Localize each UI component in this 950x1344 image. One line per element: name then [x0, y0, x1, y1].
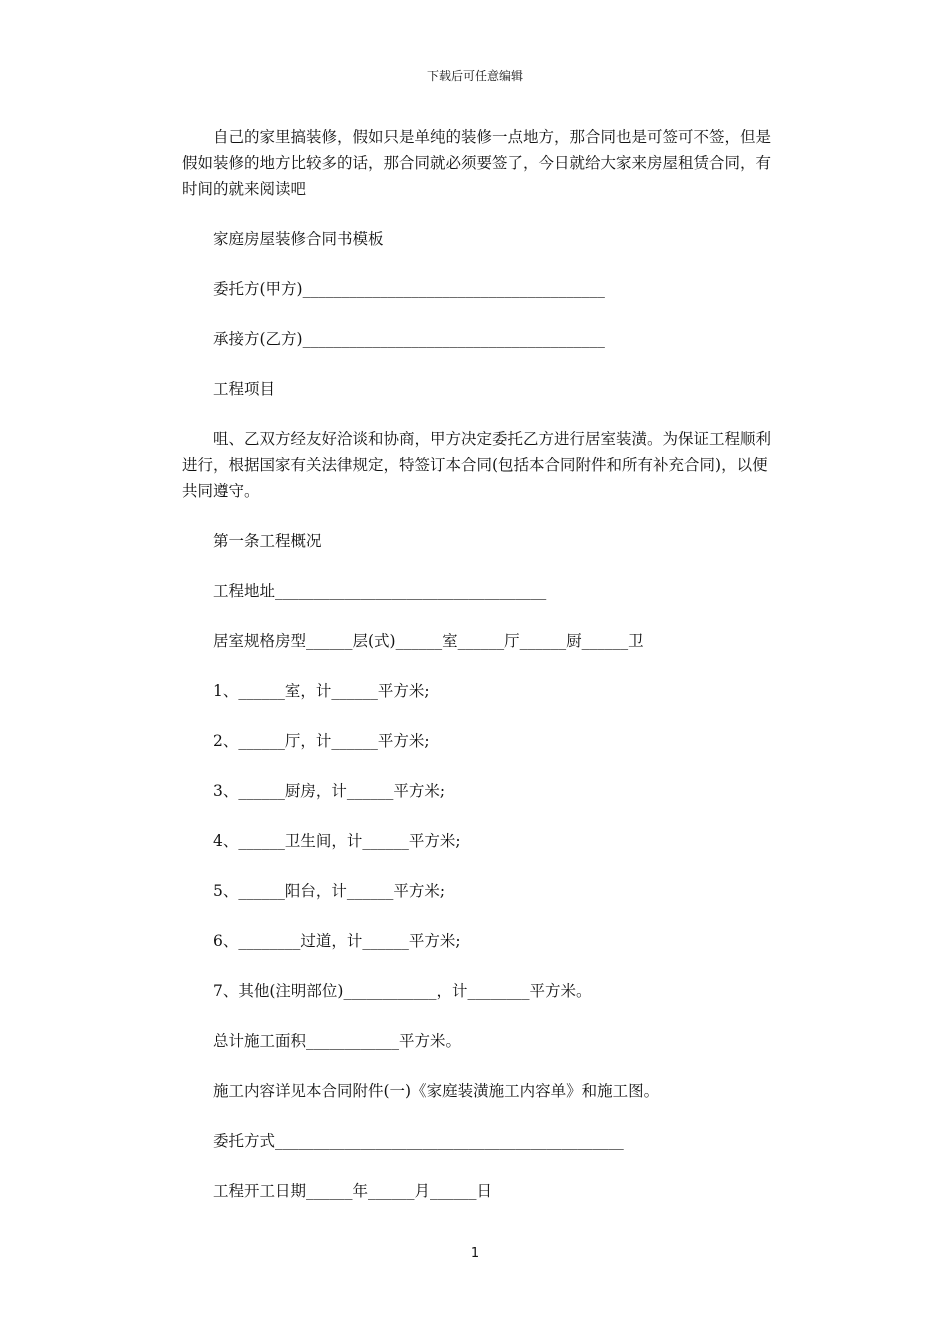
article-one-heading: 第一条工程概况	[213, 532, 322, 550]
kitchen-item: 3、______厨房，计______平方米;	[213, 782, 446, 800]
scope-line: 施工内容详见本合同附件(一)《家庭装潢施工内容单》和施工图。	[213, 1082, 660, 1100]
bathroom-item: 4、______卫生间，计______平方米;	[213, 832, 461, 850]
page-number: 1	[470, 1246, 480, 1261]
project-heading: 工程项目	[213, 380, 276, 398]
room-spec-line: 居室规格房型______层(式)______室______厅______厨______卫	[213, 632, 644, 650]
agreement-paragraph: 咀、乙双方经友好洽谈和协商，甲方决定委托乙方进行居室装潢。为保证工程顺利进行，根据国家有关法律规定，特签订本合同(包括本合同附件和所有补充合同)，以便共同遵守。	[182, 430, 772, 500]
corridor-item: 6、________过道，计______平方米;	[213, 932, 461, 950]
client-party-line: 委托方(甲方)_______________________________________	[213, 280, 605, 298]
hall-item: 2、______厅，计______平方米;	[213, 732, 430, 750]
balcony-item: 5、______阳台，计______平方米;	[213, 882, 446, 900]
contractor-party-line: 承接方(乙方)_______________________________________	[213, 330, 605, 348]
room-item: 1、______室，计______平方米;	[213, 682, 430, 700]
start-date-line: 工程开工日期______年______月______日	[213, 1182, 493, 1200]
intro-paragraph: 自己的家里搞装修，假如只是单纯的装修一点地方，那合同也是可签可不签，但是假如装修的地方比较多的话，那合同就必须要签了，今日就给大家来房屋租赁合同，有时间的就来阅读吧	[182, 128, 772, 198]
page-header: 下载后可任意编辑	[426, 69, 523, 83]
commission-method-line: 委托方式_____________________________________________	[213, 1132, 624, 1150]
other-item: 7、其他(注明部位)____________，计________平方米。	[213, 982, 592, 1000]
document-title: 家庭房屋装修合同书模板	[213, 230, 384, 248]
total-area-line: 总计施工面积____________平方米。	[213, 1032, 462, 1050]
document-body	[182, 124, 780, 1228]
project-address-line: 工程地址___________________________________	[213, 582, 547, 600]
